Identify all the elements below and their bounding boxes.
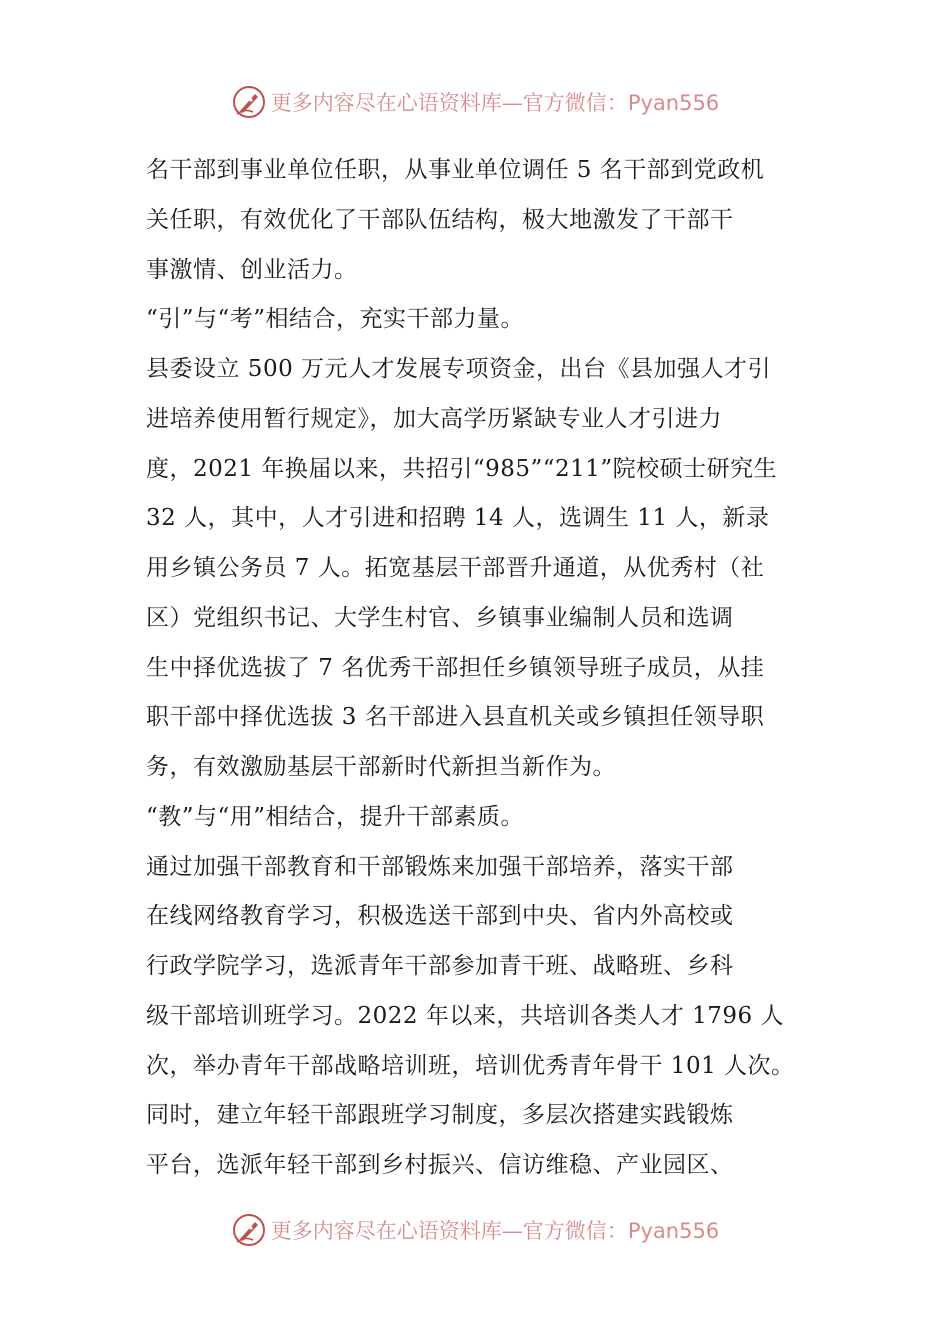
footer-banner xyxy=(0,1210,950,1250)
text-line: 度，2021 年换届以来，共招引“985”“211”院校硕士研究生 xyxy=(146,455,778,482)
text-line: 级干部培训班学习。2022 年以来，共培训各类人才 1796 人 xyxy=(146,1002,784,1029)
text-line: 进培养使用暂行规定》，加大高学历紧缺专业人才引进力 xyxy=(146,405,722,432)
text-line: 名干部到事业单位任职，从事业单位调任 5 名干部到党政机 xyxy=(146,157,765,183)
wechat-id: Pyan556 xyxy=(627,1219,720,1243)
text-line: 区）党组织书记、大学生村官、乡镇事业编制人员和选调 xyxy=(146,604,734,631)
pen-nib-logo-icon xyxy=(231,84,267,120)
text-line: 32 人，其中，人才引进和招聘 14 人，选调生 11 人，新录 xyxy=(146,505,770,532)
text-line: “教”与“用”相结合，提升干部素质。 xyxy=(146,803,525,830)
text-line: 行政学院学习，选派青年干部参加青干班、战略班、乡科 xyxy=(146,953,734,979)
text-line: 同时，建立年轻干部跟班学习制度，多层次搭建实践锻炼 xyxy=(146,1102,734,1129)
pen-nib-logo-icon xyxy=(231,1212,267,1248)
text-line: 用乡镇公务员 7 人。拓宽基层干部晋升通道，从优秀村（社 xyxy=(146,555,765,581)
header-banner xyxy=(0,82,950,122)
text-line: 事激情、创业活力。 xyxy=(146,256,358,283)
wechat-id: Pyan556 xyxy=(627,91,720,115)
text-line: 通过加强干部教育和干部锻炼来加强干部培养，落实干部 xyxy=(146,853,734,880)
text-line: 平台，选派年轻干部到乡村振兴、信访维稳、产业园区、 xyxy=(146,1152,734,1178)
text-line: 县委设立 500 万元人才发展专项资金，出台《县加强人才引 xyxy=(146,356,772,382)
text-line: 职干部中择优选拔 3 名干部进入县直机关或乡镇担任领导职 xyxy=(146,704,765,731)
text-line: 生中择优选拔了 7 名优秀干部担任乡镇领导班子成员，从挂 xyxy=(146,654,765,681)
text-line: 务，有效激励基层干部新时代新担当新作为。 xyxy=(146,754,616,780)
header-banner-text: 更多内容尽在心语资料库—官方微信：Pyan556 xyxy=(270,91,720,115)
text-line: 关任职，有效优化了干部队伍结构，极大地激发了干部干 xyxy=(146,206,734,233)
document-body xyxy=(146,146,826,1191)
text-line: 次，举办青年干部战略培训班，培训优秀青年骨干 101 人次。 xyxy=(146,1052,795,1079)
text-line: “引”与“考”相结合，充实干部力量。 xyxy=(146,306,525,333)
footer-banner-text: 更多内容尽在心语资料库—官方微信：Pyan556 xyxy=(270,1219,720,1243)
text-line: 在线网络教育学习，积极选送干部到中央、省内外高校或 xyxy=(146,903,734,930)
